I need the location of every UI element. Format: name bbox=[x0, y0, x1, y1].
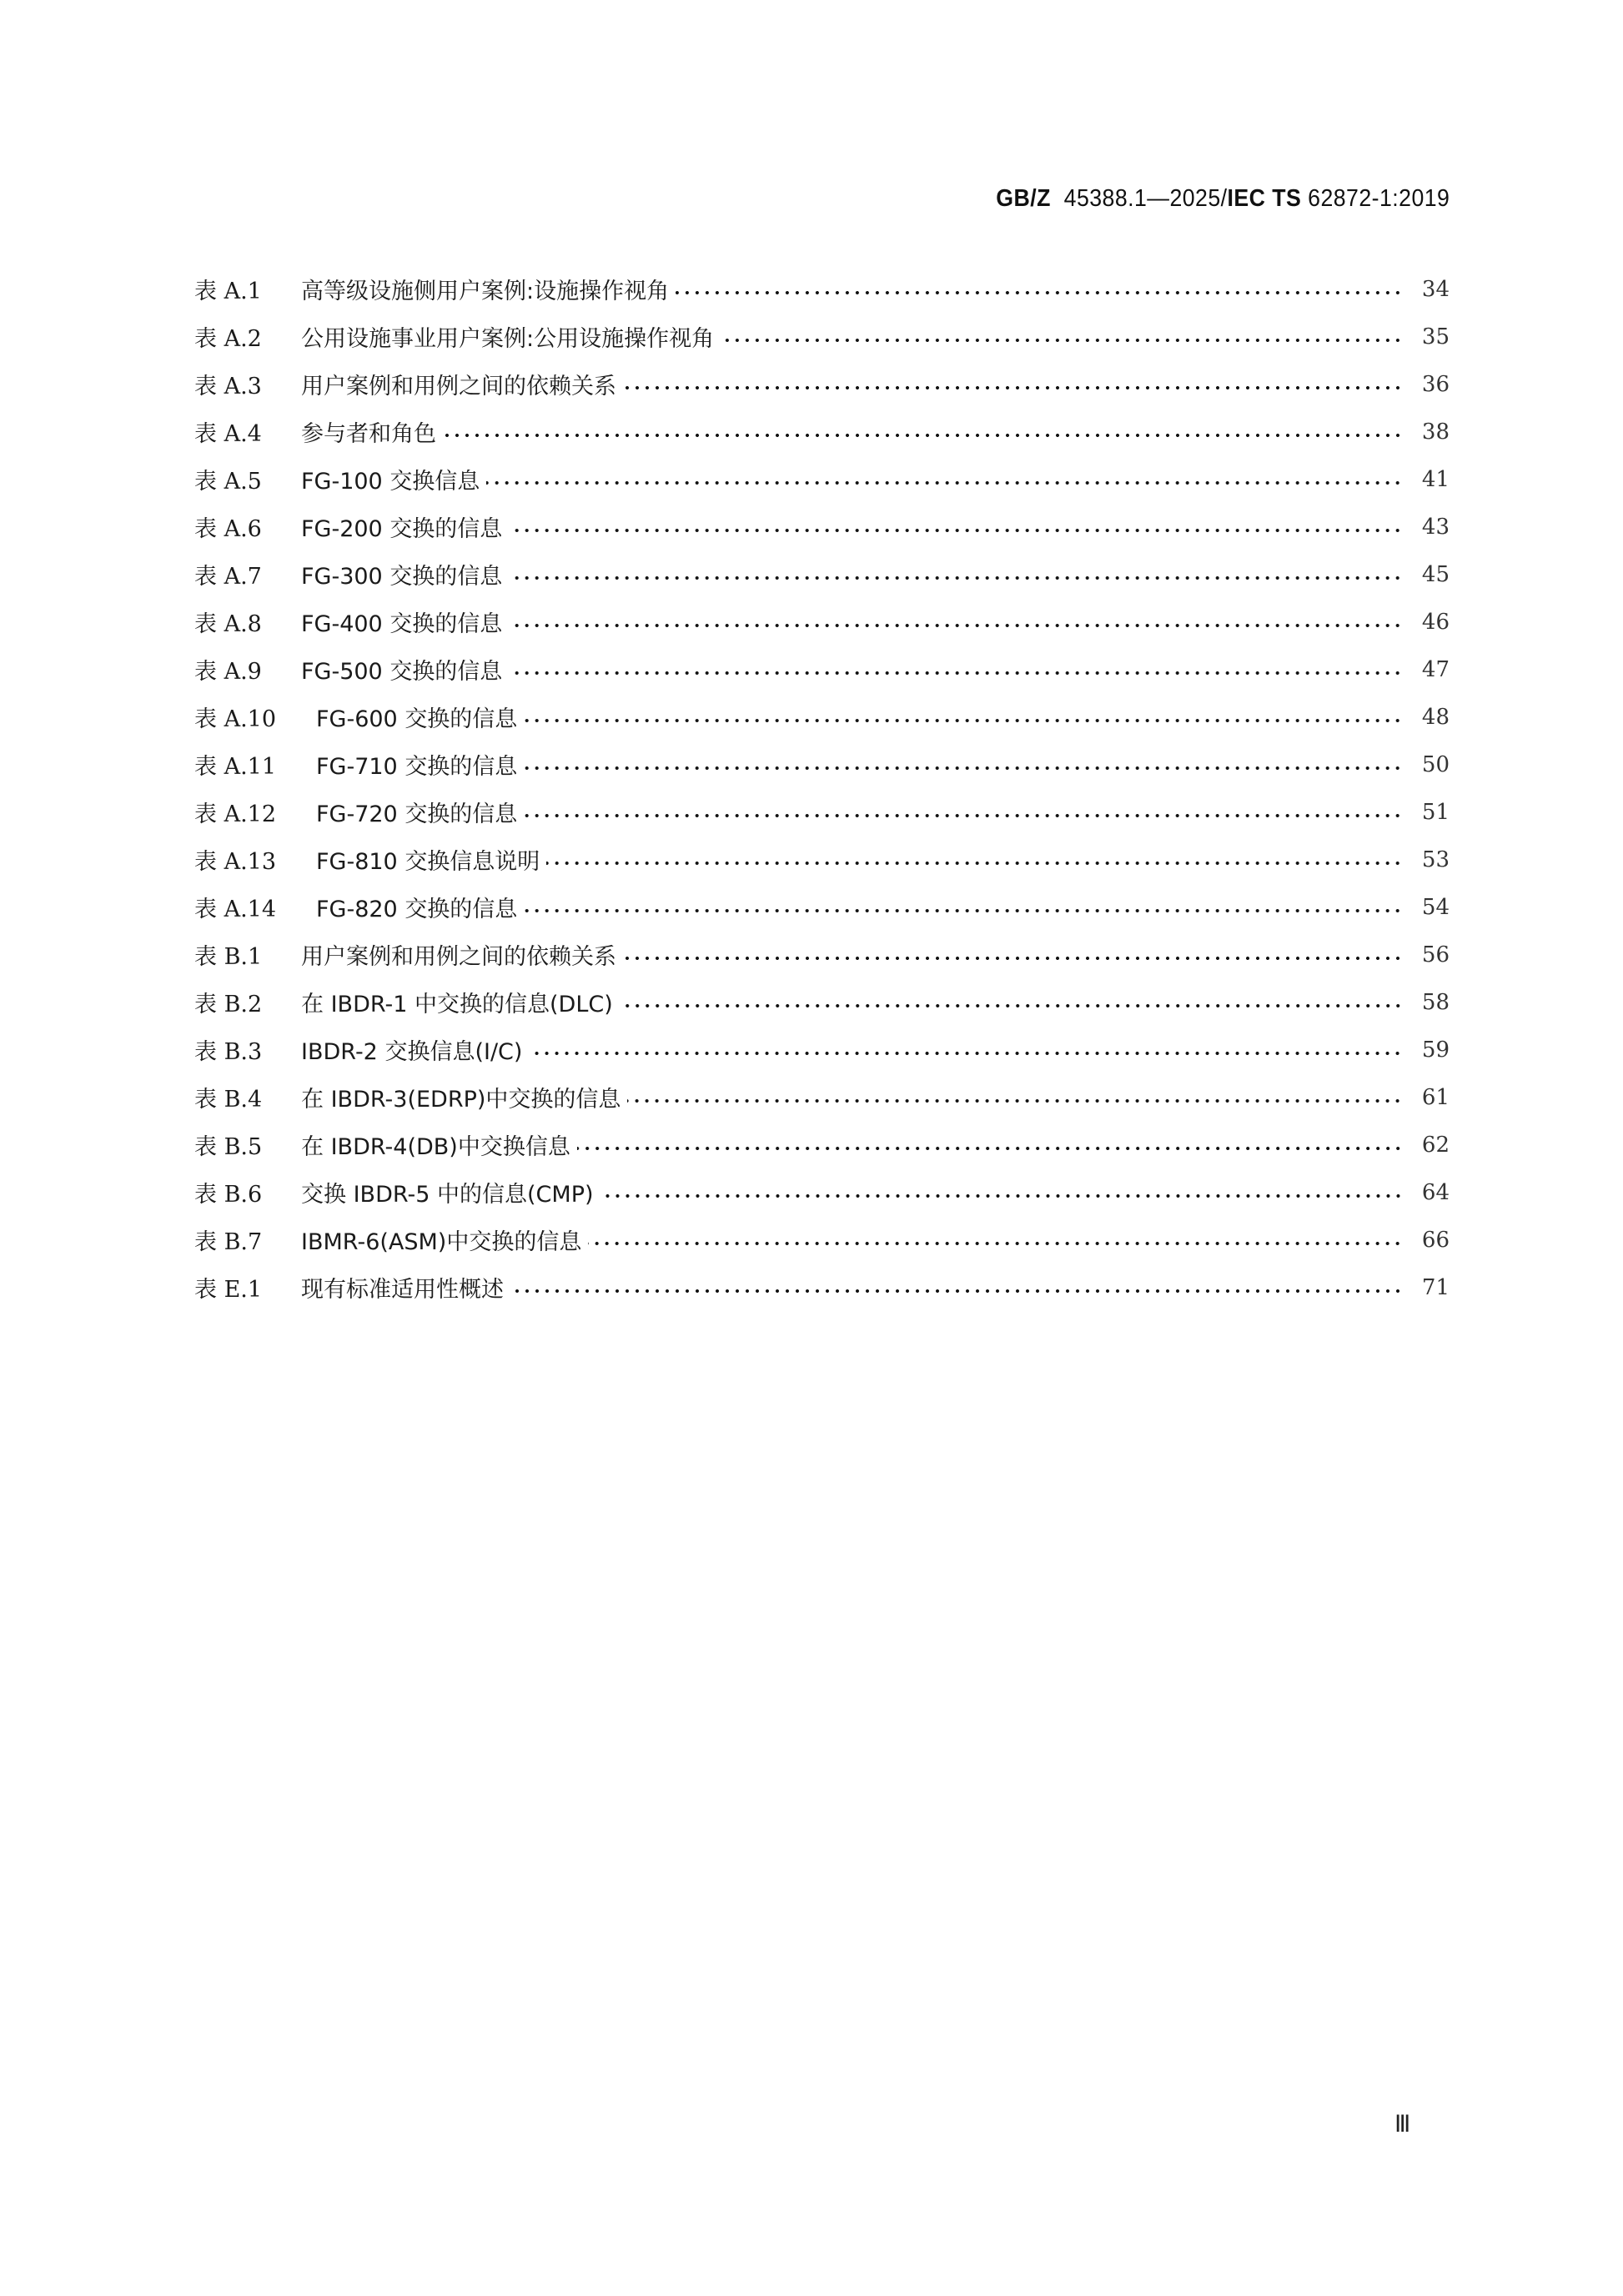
dot-leader bbox=[524, 765, 1403, 771]
toc-entry-title: FG-600 交换的信息 bbox=[316, 706, 518, 732]
toc-entry[interactable] bbox=[194, 646, 1450, 693]
dot-leader bbox=[524, 717, 1403, 724]
dot-leader bbox=[509, 575, 1403, 581]
dot-leader bbox=[676, 289, 1403, 296]
toc-entry[interactable] bbox=[194, 931, 1450, 978]
toc-entry-title: FG-500 交换的信息 bbox=[301, 659, 503, 685]
toc-entry-label: 表 A.9 bbox=[194, 659, 262, 685]
toc-entry-page: 56 bbox=[1421, 942, 1450, 967]
dot-leader bbox=[588, 1240, 1403, 1247]
toc-entry-title: IBMR-6(ASM)中交换的信息 bbox=[301, 1229, 582, 1255]
toc-entry[interactable] bbox=[194, 503, 1450, 550]
toc-entry-page: 61 bbox=[1421, 1084, 1450, 1110]
dot-leader bbox=[721, 337, 1403, 344]
toc-entry[interactable] bbox=[194, 408, 1450, 455]
header-iec-ts: IEC TS bbox=[1227, 185, 1301, 212]
toc-entry-title: FG-200 交换的信息 bbox=[301, 516, 503, 542]
toc-entry[interactable] bbox=[194, 1216, 1450, 1264]
toc-entry-page: 34 bbox=[1421, 276, 1450, 302]
toc-entry-page: 64 bbox=[1421, 1179, 1450, 1205]
header-standard-prefix: GB/Z bbox=[995, 185, 1051, 212]
toc-entry-title: 用户案例和用例之间的依赖关系 bbox=[301, 374, 616, 399]
toc-entry-title: 交换 IBDR-5 中的信息(CMP) bbox=[301, 1182, 594, 1208]
toc-entry-label: 表 B.4 bbox=[194, 1087, 263, 1113]
header-standard-code: 45388.1—2025/ bbox=[1063, 185, 1228, 212]
toc-entry[interactable] bbox=[194, 788, 1450, 836]
toc-entry-page: 47 bbox=[1421, 656, 1450, 682]
toc-entry-page: 46 bbox=[1421, 609, 1450, 635]
toc-entry-label: 表 A.12 bbox=[194, 801, 277, 827]
toc-entry[interactable] bbox=[194, 1168, 1450, 1216]
toc-entry-page: 48 bbox=[1421, 704, 1450, 730]
dot-leader bbox=[620, 1002, 1403, 1009]
toc-entry-label: 表 A.6 bbox=[194, 516, 262, 542]
toc-entry[interactable] bbox=[194, 550, 1450, 598]
toc-entry-page: 58 bbox=[1421, 989, 1450, 1015]
dot-leader bbox=[600, 1193, 1403, 1199]
toc-entry-label: 表 B.2 bbox=[194, 992, 263, 1017]
toc-entry[interactable] bbox=[194, 836, 1450, 883]
dot-leader bbox=[443, 432, 1403, 439]
toc-entry-label: 表 A.4 bbox=[194, 421, 262, 447]
toc-entry[interactable] bbox=[194, 265, 1450, 313]
toc-entry-title: FG-810 交换信息说明 bbox=[316, 849, 540, 875]
toc-entry-page: 45 bbox=[1421, 561, 1450, 587]
toc-entry-title: FG-710 交换的信息 bbox=[316, 754, 518, 780]
toc-entry-label: 表 A.1 bbox=[194, 279, 262, 304]
toc-entry-page: 41 bbox=[1421, 466, 1450, 492]
toc-entry-label: 表 B.1 bbox=[194, 944, 263, 970]
toc-entry-title: 高等级设施侧用户案例:设施操作视角 bbox=[301, 279, 670, 304]
toc-entry[interactable] bbox=[194, 693, 1450, 741]
toc-entry-title: 在 IBDR-3(EDRP)中交换的信息 bbox=[301, 1087, 621, 1113]
dot-leader bbox=[577, 1145, 1403, 1152]
toc-entry-label: 表 A.14 bbox=[194, 897, 277, 922]
toc-entry-label: 表 B.5 bbox=[194, 1134, 263, 1160]
toc-entry-page: 35 bbox=[1421, 324, 1450, 349]
toc-entry-title: FG-300 交换的信息 bbox=[301, 564, 503, 590]
toc-entry[interactable] bbox=[194, 1121, 1450, 1168]
toc-entry-page: 36 bbox=[1421, 371, 1450, 397]
toc-entry-label: 表 B.6 bbox=[194, 1182, 263, 1208]
toc-entry[interactable] bbox=[194, 598, 1450, 646]
dot-leader bbox=[509, 622, 1403, 629]
toc-entry-label: 表 A.13 bbox=[194, 849, 277, 875]
toc-entry-page: 51 bbox=[1421, 799, 1450, 825]
page-number: Ⅲ bbox=[1394, 2112, 1411, 2138]
toc-entry-label: 表 A.5 bbox=[194, 469, 262, 495]
toc-entry-page: 62 bbox=[1421, 1132, 1450, 1158]
toc-entry-page: 38 bbox=[1421, 419, 1450, 445]
toc-entry-title: 参与者和角色 bbox=[301, 421, 436, 447]
header-iec-ref: 62872-1:2019 bbox=[1307, 185, 1450, 212]
table-of-contents-list bbox=[194, 265, 1450, 1311]
toc-entry[interactable] bbox=[194, 1026, 1450, 1073]
toc-entry-title: FG-400 交换的信息 bbox=[301, 611, 503, 637]
toc-entry[interactable] bbox=[194, 313, 1450, 360]
toc-entry-page: 71 bbox=[1421, 1274, 1450, 1300]
toc-entry[interactable] bbox=[194, 883, 1450, 931]
dot-leader bbox=[623, 384, 1403, 391]
dot-leader bbox=[509, 670, 1403, 676]
toc-entry-label: 表 B.3 bbox=[194, 1039, 263, 1065]
toc-entry-page: 53 bbox=[1421, 847, 1450, 872]
toc-entry-page: 66 bbox=[1421, 1227, 1450, 1253]
toc-entry-label: 表 A.8 bbox=[194, 611, 262, 637]
toc-entry[interactable] bbox=[194, 741, 1450, 788]
toc-entry-page: 54 bbox=[1421, 894, 1450, 920]
toc-entry-title: IBDR-2 交换信息(I/C) bbox=[301, 1039, 523, 1065]
toc-entry[interactable] bbox=[194, 978, 1450, 1026]
dot-leader bbox=[509, 527, 1403, 534]
toc-entry[interactable] bbox=[194, 1264, 1450, 1311]
toc-entry-page: 43 bbox=[1421, 514, 1450, 540]
dot-leader bbox=[524, 907, 1403, 914]
dot-leader bbox=[524, 812, 1403, 819]
toc-entry-title: FG-820 交换的信息 bbox=[316, 897, 518, 922]
toc-entry-title: 现有标准适用性概述 bbox=[301, 1277, 504, 1303]
toc-entry-page: 59 bbox=[1421, 1037, 1450, 1063]
dot-leader bbox=[529, 1050, 1403, 1057]
toc-entry-title: 公用设施事业用户案例:公用设施操作视角 bbox=[301, 326, 715, 352]
toc-entry-label: 表 A.3 bbox=[194, 374, 262, 399]
dot-leader bbox=[486, 480, 1403, 486]
toc-entry[interactable] bbox=[194, 455, 1450, 503]
toc-entry-label: 表 A.7 bbox=[194, 564, 262, 590]
toc-entry-label: 表 A.2 bbox=[194, 326, 262, 352]
toc-entry[interactable] bbox=[194, 1073, 1450, 1121]
document-header bbox=[996, 185, 1450, 213]
toc-entry-title: FG-100 交换信息 bbox=[301, 469, 480, 495]
toc-entry-label: 表 A.11 bbox=[194, 754, 277, 780]
dot-leader bbox=[623, 955, 1403, 962]
toc-entry-page: 50 bbox=[1421, 751, 1450, 777]
toc-entry-label: 表 E.1 bbox=[194, 1277, 263, 1303]
toc-entry-title: 在 IBDR-4(DB)中交换信息 bbox=[301, 1134, 570, 1160]
dot-leader bbox=[546, 860, 1403, 867]
toc-entry-label: 表 A.10 bbox=[194, 706, 277, 732]
dot-leader bbox=[510, 1288, 1403, 1294]
toc-entry-title: 用户案例和用例之间的依赖关系 bbox=[301, 944, 616, 970]
toc-entry-label: 表 B.7 bbox=[194, 1229, 263, 1255]
toc-entry-title: 在 IBDR-1 中交换的信息(DLC) bbox=[301, 992, 613, 1017]
dot-leader bbox=[627, 1098, 1403, 1104]
toc-entry-title: FG-720 交换的信息 bbox=[316, 801, 518, 827]
toc-entry[interactable] bbox=[194, 360, 1450, 408]
